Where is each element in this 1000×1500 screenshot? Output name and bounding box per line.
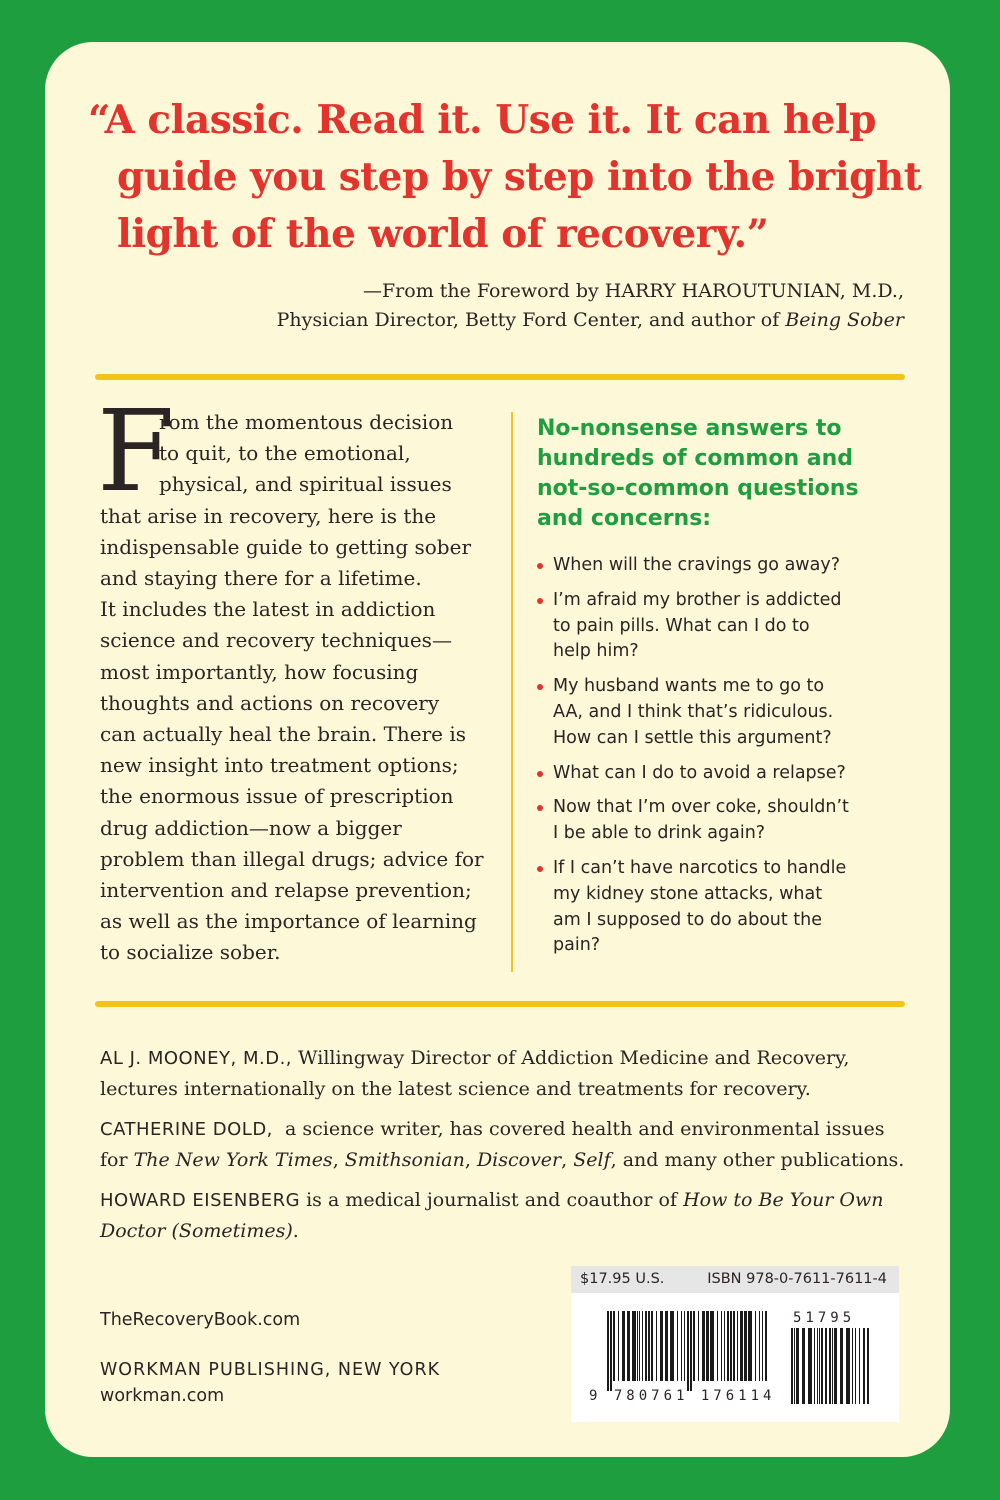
author-name: HOWARD EISENBERG <box>100 1190 301 1211</box>
author-bios <box>100 1043 910 1256</box>
quote-line: light of the world of recovery.” <box>117 211 769 257</box>
book-title: Being Sober <box>785 309 904 331</box>
publication-title: Discover <box>476 1149 562 1171</box>
author-bio-eisenberg: HOWARD EISENBERG is a medical journalist and coauthor of How to Be Your Own Doctor (Sometimes). <box>100 1189 884 1242</box>
quote-line: “A classic. Read it. Use it. It can help <box>88 97 877 143</box>
question-item: What can I do to avoid a relapse? <box>537 761 907 787</box>
author-bio-mooney: AL J. MOONEY, M.D., Willingway Director of Addiction Medicine and Recovery, lectures internationally on the latest science and treatments for recovery. <box>100 1047 850 1100</box>
bullet-icon <box>537 684 543 690</box>
heading-line: No-nonsense answers to <box>537 416 842 441</box>
column-divider <box>511 412 513 972</box>
book-website: TheRecoveryBook.com <box>100 1310 301 1330</box>
description-line: drug addiction—now a bigger <box>100 815 402 840</box>
quote-line: guide you step by step into the bright <box>117 154 922 200</box>
question-item: When will the cravings go away? <box>537 553 907 579</box>
publisher-website: workman.com <box>100 1386 225 1406</box>
price: $17.95 U.S. <box>580 1271 665 1287</box>
questions-heading <box>537 414 897 534</box>
barcode-block <box>571 1266 899 1422</box>
endorsement-quote <box>88 92 922 263</box>
question-item: Now that I’m over coke, shouldn’t I be able to drink again? <box>537 795 907 847</box>
bullet-icon <box>537 771 543 777</box>
barcode-digits: 9 780761 176114 <box>589 1388 776 1404</box>
addon-digits: 51795 <box>793 1310 856 1326</box>
book-title: Doctor (Sometimes) <box>100 1220 293 1242</box>
question-item: I’m afraid my brother is addicted to pain pills. What can I do to help him? <box>537 588 907 665</box>
publication-title: Smithsonian <box>344 1149 465 1171</box>
bullet-icon <box>537 598 543 604</box>
author-bio-dold: CATHERINE DOLD, a science writer, has covered health and environmental issues for The New York Times, Smithsonian, Discover, Self, and many other publications. <box>100 1118 905 1171</box>
bottom-divider <box>95 1001 905 1007</box>
attribution-line: —From the Foreword by HARRY HAROUTUNIAN, M.D., <box>363 280 904 302</box>
book-title: How to Be Your Own <box>683 1189 884 1211</box>
description-line: science and recovery techniques— <box>100 628 452 653</box>
description-line: to socialize sober. <box>100 940 281 965</box>
questions-list <box>537 553 907 968</box>
description-line: physical, and spiritual issues <box>159 472 452 497</box>
publication-title: The New York Times <box>133 1149 333 1171</box>
question-item: If I can’t have narcotics to handle my kidney stone attacks, what am I supposed to do about the pain? <box>537 856 907 959</box>
attribution-line: Physician Director, Betty Ford Center, and author of Being Sober <box>276 309 904 331</box>
heading-line: and concerns: <box>537 506 712 531</box>
heading-line: hundreds of common and <box>537 446 854 471</box>
description-line: most importantly, how focusing <box>100 659 419 684</box>
description-line: problem than illegal drugs; advice for <box>100 846 484 871</box>
drop-cap: F <box>97 387 175 517</box>
isbn: ISBN 978-0-7611-7611-4 <box>707 1271 887 1287</box>
publication-title: Self <box>573 1149 611 1171</box>
book-description <box>100 407 510 969</box>
description-line: and staying there for a lifetime. <box>100 566 422 591</box>
publisher-name: WORKMAN PUBLISHING, NEW YORK <box>100 1360 441 1380</box>
description-line: can actually heal the brain. There is <box>100 722 467 747</box>
description-line: the enormous issue of prescription <box>100 784 454 809</box>
heading-line: not-so-common questions <box>537 476 859 501</box>
description-line: new insight into treatment options; <box>100 753 459 778</box>
bullet-icon <box>537 866 543 872</box>
description-line: as well as the importance of learning <box>100 909 477 934</box>
quote-attribution <box>277 277 904 335</box>
bullet-icon <box>537 563 543 569</box>
description-line: rom the momentous decision <box>159 410 454 434</box>
description-line: It includes the latest in addiction <box>100 597 436 622</box>
description-line: to quit, to the emotional, <box>159 441 411 466</box>
top-divider <box>95 374 905 380</box>
description-line: thoughts and actions on recovery <box>100 690 440 715</box>
author-name: AL J. MOONEY, M.D., <box>100 1048 293 1069</box>
description-line: that arise in recovery, here is the <box>100 503 437 528</box>
bullet-icon <box>537 805 543 811</box>
description-line: indispensable guide to getting sober <box>100 534 472 559</box>
author-name: CATHERINE DOLD, <box>100 1119 273 1140</box>
description-line: intervention and relapse prevention; <box>100 878 472 903</box>
question-item: My husband wants me to go to AA, and I think that’s ridiculous. How can I settle this argument? <box>537 674 907 751</box>
